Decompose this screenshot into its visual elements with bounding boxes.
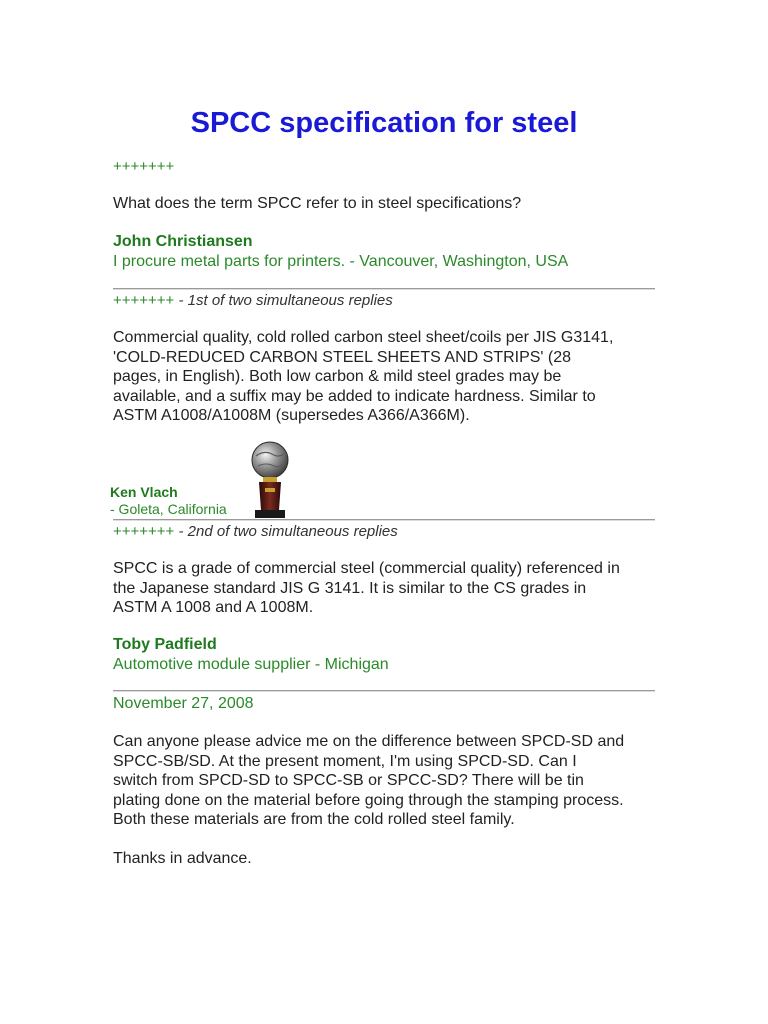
- divider: [113, 690, 655, 692]
- reply2-author: Toby Padfield: [113, 636, 217, 653]
- reply1-line: available, and a suffix may be added to indicate hardness. Similar to: [113, 387, 596, 405]
- reply1-location: - Goleta, California: [110, 501, 227, 517]
- reply1-line: 'COLD-REDUCED CARBON STEEL SHEETS AND STRIPS' (28: [113, 348, 572, 366]
- reply1-line: ASTM A1008/A1008M (supersedes A366/A366M).: [113, 407, 470, 424]
- divider: [113, 519, 655, 521]
- asker-info: I procure metal parts for printers. - Vancouver, Washington, USA: [113, 253, 569, 270]
- asker-name: John Christiansen: [113, 233, 253, 250]
- reply2-header: [113, 523, 398, 541]
- reply2-info: Automotive module supplier - Michigan: [113, 656, 389, 673]
- followup-line: plating done on the material before going through the stamping process.: [113, 791, 624, 809]
- followup-line: SPCC-SB/SD. At the present moment, I'm using SPCD-SD. Can I: [113, 752, 577, 770]
- question-text: What does the term SPCC refer to in steel specifications?: [113, 195, 522, 212]
- reply2-line: the Japanese standard JIS G 3141. It is similar to the CS grades in: [113, 579, 587, 597]
- reply1-marker: +++++++: [113, 292, 175, 309]
- reply1-note: - 1st of two simultaneous replies: [174, 292, 393, 309]
- reply2-marker: +++++++: [113, 523, 175, 540]
- followup-line: Can anyone please advice me on the difference between SPCD-SD and: [113, 733, 625, 750]
- divider: [113, 288, 655, 290]
- trophy-icon: [246, 440, 294, 520]
- followup-line: Both these materials are from the cold rolled steel family.: [113, 811, 515, 828]
- reply1-line: pages, in English). Both low carbon & mild steel grades may be: [113, 368, 562, 385]
- reply2-note: - 2nd of two simultaneous replies: [174, 523, 398, 540]
- followup-date: November 27, 2008: [113, 695, 254, 712]
- reply1-author: Ken Vlach: [110, 484, 178, 500]
- reply2-line: ASTM A 1008 and A 1008M.: [113, 599, 314, 616]
- reply2-line: SPCC is a grade of commercial steel (commercial quality) referenced in: [113, 560, 620, 577]
- separator-marker: +++++++: [113, 158, 175, 175]
- followup-line: switch from SPCD-SD to SPCC-SB or SPCC-SD? There will be tin: [113, 772, 584, 789]
- reply1-header: [113, 292, 393, 310]
- followup-closing: Thanks in advance.: [113, 850, 252, 867]
- page-title: SPCC specification for steel: [190, 107, 578, 139]
- reply1-line: Commercial quality, cold rolled carbon steel sheet/coils per JIS G3141,: [113, 329, 614, 346]
